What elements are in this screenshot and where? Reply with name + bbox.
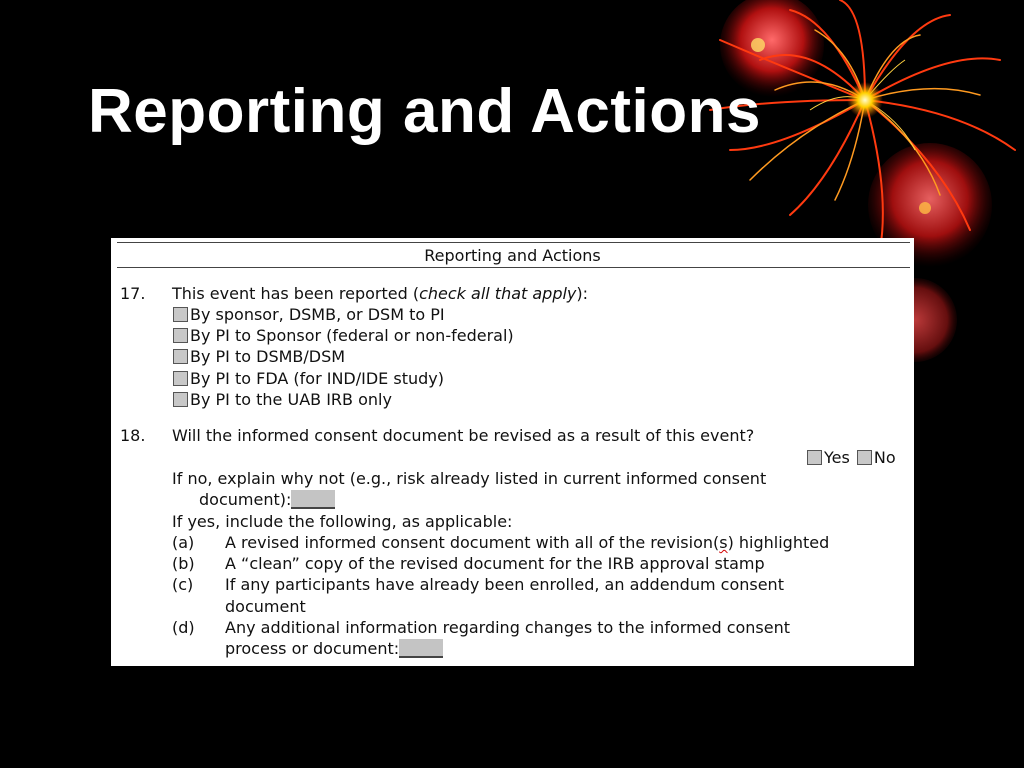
top-rule	[117, 242, 910, 243]
yes-label: Yes	[824, 448, 850, 467]
item-b-text: A “clean” copy of the revised document for the IRB approval stamp	[225, 554, 765, 573]
option-label: By PI to Sponsor (federal or non-federal)	[190, 326, 514, 345]
q18-yes-no	[807, 447, 896, 469]
q17-text-before: This event has been reported (	[172, 284, 420, 303]
q17-option-pi-dsmb	[173, 346, 345, 368]
yes-checkbox[interactable]	[807, 450, 822, 465]
header-rule	[117, 267, 910, 268]
item-d-label: process or document:	[225, 639, 400, 658]
option-label: By PI to FDA (for IND/IDE study)	[190, 369, 444, 388]
item-a-text-after: ) highlighted	[727, 533, 830, 552]
item-d-text: Any additional information regarding changes to the informed consent	[225, 618, 791, 637]
item-d-text-cont	[225, 638, 443, 660]
checkbox[interactable]	[173, 307, 188, 322]
explain-text-field[interactable]	[291, 490, 335, 509]
checkbox[interactable]	[173, 328, 188, 343]
q18-explain-line2	[199, 489, 335, 511]
item-a-letter: (a)	[172, 533, 195, 552]
q18-explain-line1: If no, explain why not (e.g., risk already listed in current informed consent	[172, 469, 767, 488]
q18-include-text: If yes, include the following, as applicable:	[172, 512, 513, 531]
item-a-spellcheck-mark: s	[719, 533, 728, 552]
form-document	[111, 238, 914, 666]
q17-text	[172, 283, 588, 305]
q17-option-pi-irb	[173, 389, 392, 411]
checkbox[interactable]	[173, 392, 188, 407]
item-d-letter: (d)	[172, 618, 195, 637]
checkbox[interactable]	[173, 349, 188, 364]
additional-info-text-field[interactable]	[399, 639, 443, 658]
item-c-text: If any participants have already been enrolled, an addendum consent	[225, 575, 784, 594]
option-label: By sponsor, DSMB, or DSM to PI	[190, 305, 445, 324]
item-a-text	[225, 532, 829, 554]
q17-number: 17.	[120, 284, 146, 303]
q17-text-after: ):	[576, 284, 589, 303]
q17-option-pi-sponsor	[173, 325, 514, 347]
no-label: No	[873, 448, 896, 467]
item-b-letter: (b)	[172, 554, 195, 573]
q18-number: 18.	[120, 426, 146, 445]
option-label: By PI to DSMB/DSM	[190, 347, 346, 366]
form-section-header: Reporting and Actions	[424, 246, 601, 265]
q17-option-pi-fda	[173, 368, 444, 390]
q18-question: Will the informed consent document be revised as a result of this event?	[172, 426, 755, 445]
item-c-letter: (c)	[172, 575, 194, 594]
slide-title: Reporting and Actions	[88, 77, 761, 146]
item-c-text-cont: document	[225, 597, 306, 616]
item-a-text-before: A revised informed consent document with all of the revision(	[225, 533, 720, 552]
explain-label: document):	[199, 490, 292, 509]
option-label: By PI to the UAB IRB only	[190, 390, 392, 409]
q17-option-sponsor	[173, 304, 445, 326]
q17-text-italic: check all that apply	[419, 284, 577, 303]
no-checkbox[interactable]	[857, 450, 872, 465]
checkbox[interactable]	[173, 371, 188, 386]
